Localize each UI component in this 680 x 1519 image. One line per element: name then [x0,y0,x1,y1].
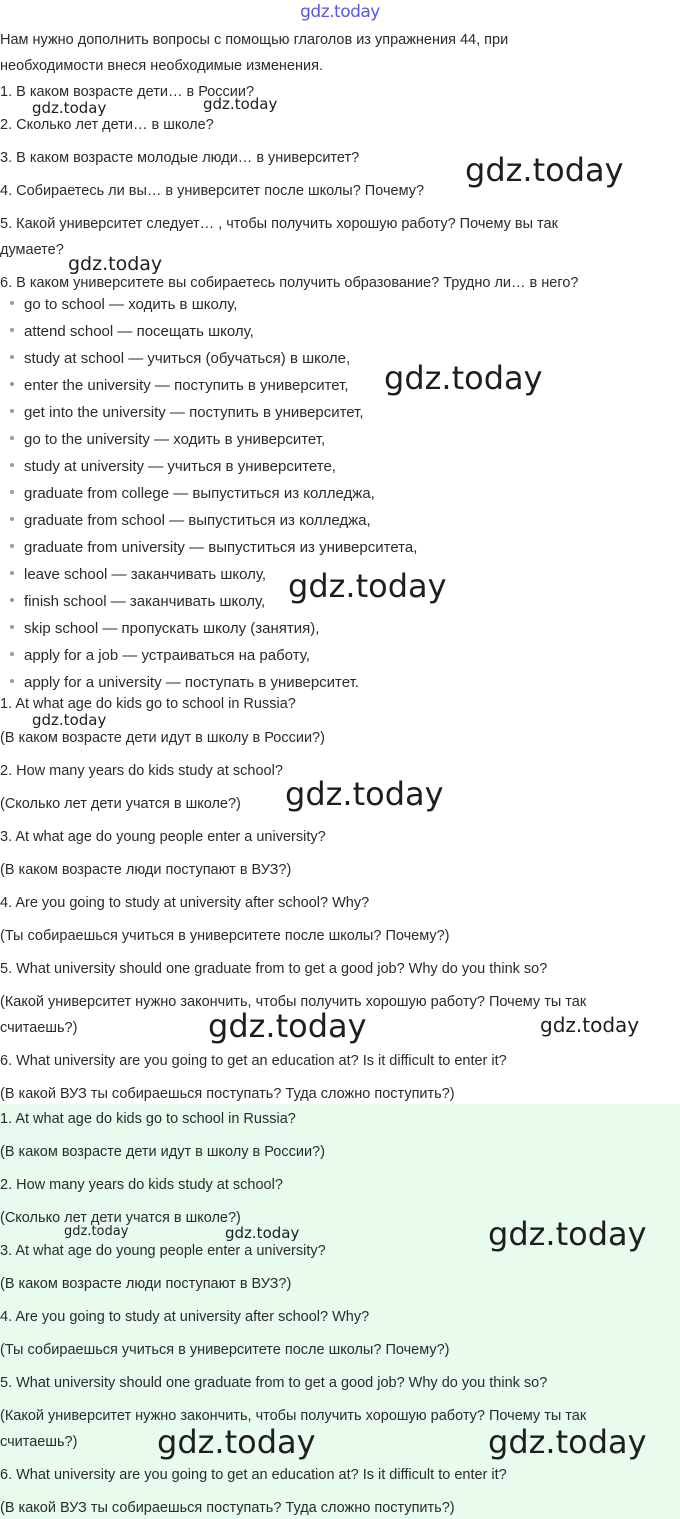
task-line: 1. В каком возрасте дети… в России? [0,84,255,100]
vocabulary-item [10,674,359,692]
vocabulary-item [10,404,364,422]
task-line: думаете? [0,242,64,258]
answer-box-line: (В какой ВУЗ ты собираешься поступать? Туда сложно поступить?) [0,1500,455,1516]
vocabulary-item [10,620,319,638]
vocabulary-item [10,296,237,314]
answer-box-line: считаешь?) [0,1434,78,1450]
task-line: 2. Сколько лет дети… в школе? [0,117,214,133]
answer-line: 2. How many years do kids study at school? [0,763,283,779]
bullet-dot [10,463,14,467]
answer-line: 3. At what age do young people enter a university? [0,829,326,845]
watermark: gdz.today [203,95,278,113]
vocabulary-text: study at school — учиться (обучаться) в школе, [24,350,351,367]
answer-line: 6. What university are you going to get an education at? Is it difficult to enter it? [0,1053,507,1069]
answer-box-line: (В каком возрасте дети идут в школу в России?) [0,1144,325,1160]
vocabulary-text: study at university — учиться в университете, [24,458,336,475]
answer-line: (В какой ВУЗ ты собираешься поступать? Туда сложно поступить?) [0,1086,455,1102]
watermark: gdz.today [208,1007,367,1045]
answer-box-line: 1. At what age do kids go to school in Russia? [0,1111,296,1127]
answer-box-line: (Сколько лет дети учатся в школе?) [0,1210,241,1226]
vocabulary-text: graduate from school — выпуститься из колледжа, [24,512,371,529]
vocabulary-text: graduate from university — выпуститься из университета, [24,539,418,556]
task-line: 4. Собираетесь ли вы… в университет после школы? Почему? [0,183,425,199]
answer-box-line: (В каком возрасте люди поступают в ВУЗ?) [0,1276,292,1292]
watermark: gdz.today [288,567,447,605]
bullet-dot [10,409,14,413]
vocabulary-item [10,566,266,584]
vocabulary-text: apply for a job — устраиваться на работу, [24,647,310,664]
bullet-dot [10,652,14,656]
bullet-dot [10,355,14,359]
watermark: gdz.today [157,1423,316,1461]
vocabulary-text: finish school — заканчивать школу, [24,593,266,610]
vocabulary-item [10,431,325,449]
answer-box-line: 3. At what age do young people enter a university? [0,1243,326,1259]
bullet-dot [10,544,14,548]
bullet-dot [10,301,14,305]
bullet-dot [10,517,14,521]
vocabulary-item [10,647,310,665]
intro-line: Нам нужно дополнить вопросы с помощью глаголов из упражнения 44, при [0,32,509,48]
vocabulary-text: enter the university — поступить в университет, [24,377,349,394]
answer-box-line: (Какой университет нужно закончить, чтобы получить хорошую работу? Почему ты так [0,1408,587,1424]
vocabulary-item [10,485,375,503]
vocabulary-text: graduate from college — выпуститься из колледжа, [24,485,375,502]
vocabulary-text: skip school — пропускать школу (занятия), [24,620,320,637]
answer-box-line: 4. Are you going to study at university after school? Why? [0,1309,370,1325]
intro-line: необходимости внеся необходимые изменения. [0,58,323,74]
task-line: 6. В каком университете вы собираетесь получить образование? Трудно ли… в него? [0,275,579,291]
watermark: gdz.today [32,99,107,117]
answer-line: 5. What university should one graduate from to get a good job? Why do you think so? [0,961,548,977]
answer-line: (В каком возрасте дети идут в школу в России?) [0,730,325,746]
vocabulary-item [10,350,350,368]
vocabulary-text: go to school — ходить в школу, [24,296,238,313]
vocabulary-text: get into the university — поступить в университет, [24,404,364,421]
vocabulary-item [10,512,371,530]
task-line: 3. В каком возрасте молодые люди… в университет? [0,150,360,166]
watermark: gdz.today [540,1013,640,1037]
watermark: gdz.today [465,151,624,189]
answer-box-line: (Ты собираешься учиться в университете после школы? Почему?) [0,1342,450,1358]
header-watermark: gdz.today [300,2,380,22]
answer-line: считаешь?) [0,1020,78,1036]
watermark: gdz.today [32,711,107,729]
answer-line: 1. At what age do kids go to school in Russia? [0,696,296,712]
vocabulary-item [10,377,349,395]
bullet-dot [10,328,14,332]
vocabulary-item [10,593,265,611]
vocabulary-item [10,539,417,557]
vocabulary-item [10,323,254,341]
bullet-dot [10,625,14,629]
vocabulary-text: leave school — заканчивать школу, [24,566,267,583]
answer-line: (Ты собираешься учиться в университете после школы? Почему?) [0,928,450,944]
watermark: gdz.today [384,359,543,397]
watermark: gdz.today [64,1224,129,1239]
bullet-dot [10,490,14,494]
watermark: gdz.today [285,775,444,813]
bullet-dot [10,436,14,440]
answer-line: 4. Are you going to study at university after school? Why? [0,895,370,911]
watermark: gdz.today [225,1224,300,1242]
watermark: gdz.today [488,1215,647,1253]
answer-line: (Сколько лет дети учатся в школе?) [0,796,241,812]
answer-line: (В каком возрасте люди поступают в ВУЗ?) [0,862,292,878]
vocabulary-text: apply for a university — поступать в университет. [24,674,359,691]
bullet-dot [10,571,14,575]
answer-box-line: 2. How many years do kids study at school? [0,1177,283,1193]
bullet-dot [10,382,14,386]
answer-box-line: 5. What university should one graduate from to get a good job? Why do you think so? [0,1375,548,1391]
vocabulary-text: go to the university — ходить в университет, [24,431,326,448]
task-line: 5. Какой университет следует… , чтобы получить хорошую работу? Почему вы так [0,216,558,232]
vocabulary-item [10,458,336,476]
watermark: gdz.today [488,1423,647,1461]
watermark: gdz.today [68,253,163,275]
answer-box-line: 6. What university are you going to get an education at? Is it difficult to enter it? [0,1467,507,1483]
bullet-dot [10,598,14,602]
answer-line: (Какой университет нужно закончить, чтобы получить хорошую работу? Почему ты так [0,994,587,1010]
vocabulary-text: attend school — посещать школу, [24,323,254,340]
bullet-dot [10,679,14,683]
